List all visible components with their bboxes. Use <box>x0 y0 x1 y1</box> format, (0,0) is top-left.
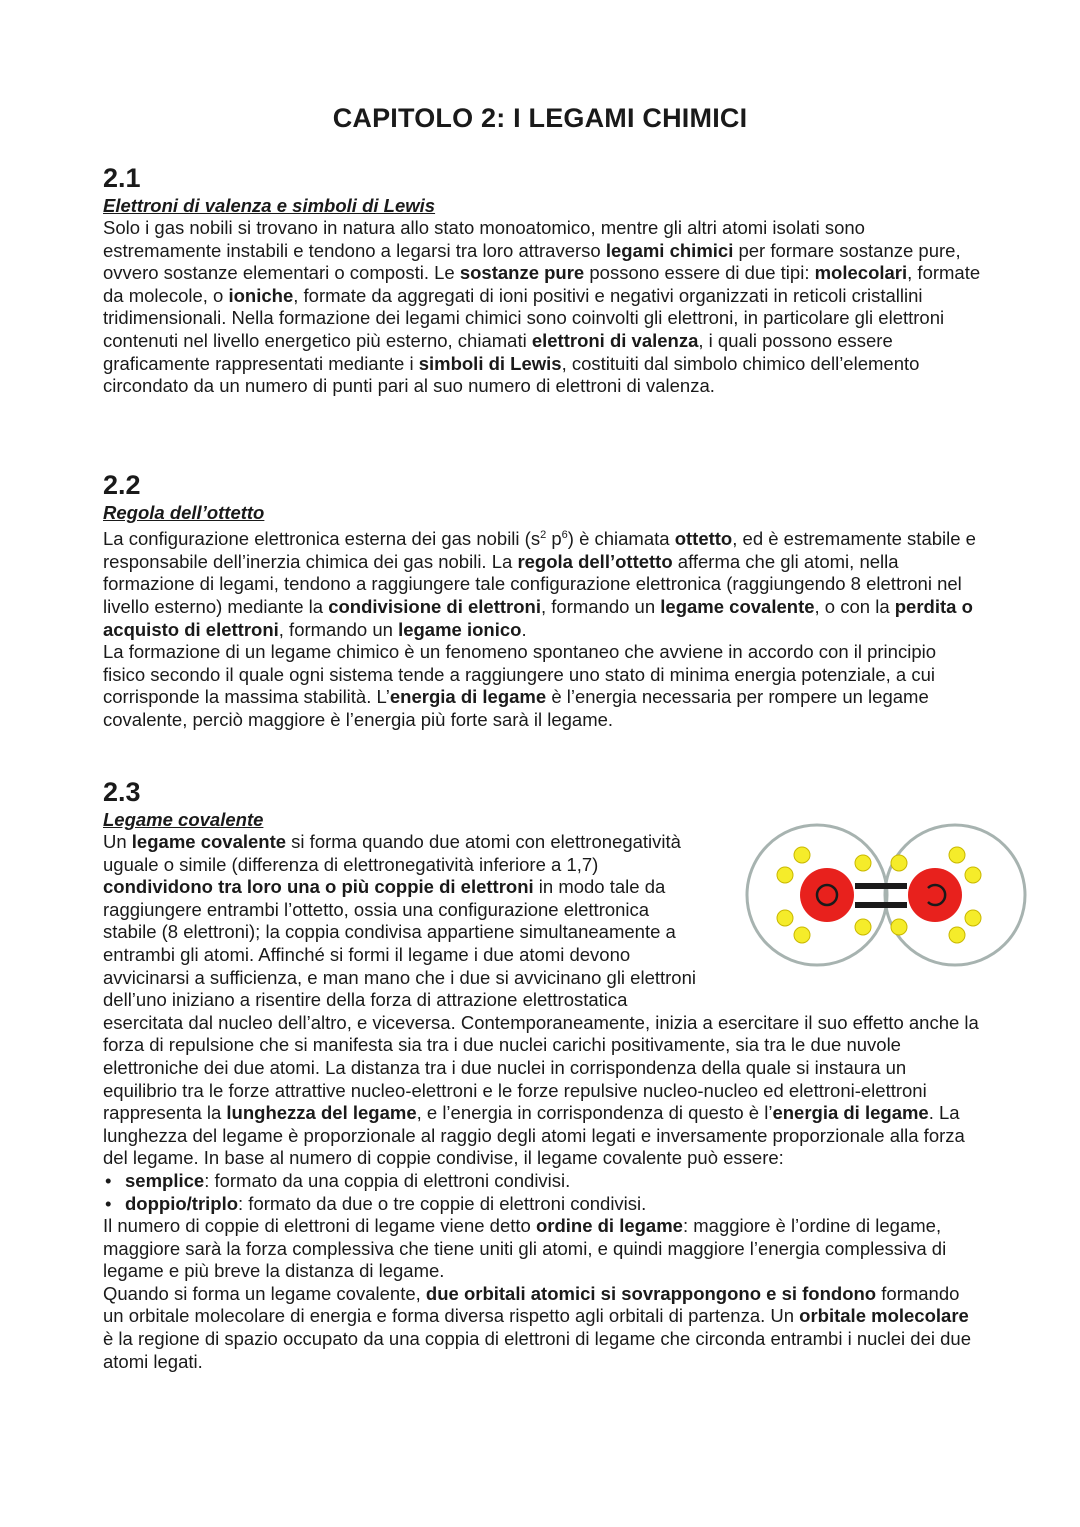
paragraph: Il numero di coppie di elettroni di legame viene detto ordine di legame: maggiore è l’ordine di legame, maggiore sarà la forza complessiva che tiene uniti gli atomi, e quindi maggiore l’energia complessiva di legame e più breve la distanza di legame. <box>103 1215 947 1282</box>
electron-dot <box>891 855 907 871</box>
electron-dot <box>949 927 965 943</box>
section-heading: Legame covalente <box>103 809 264 830</box>
paragraph: La configurazione elettronica esterna dei gas nobili ($s^2$ $p^6$) è chiamata ottetto, ed è estremamente stabile e responsabile dell’inerzia chimica dei gas nobili. La regola dell’ottetto afferma che gli atomi, nella formazione di legami, tendono a raggiungere tale configurazione elettronica (raggiungendo 8 elettroni nel livello esterno) mediante la condivisione di elettroni, formando un legame covalente, o con la perdita o acquisto di elettroni, formando un legame ionico. <box>103 528 976 640</box>
section-heading: Elettroni di valenza e simboli di Lewis <box>103 195 436 216</box>
electron-dot <box>965 910 981 926</box>
section-2-1 <box>103 163 983 398</box>
section-number: 2.3 <box>103 777 141 807</box>
paragraph: La formazione di un legame chimico è un fenomeno spontaneo che avviene in accordo con il principio fisico secondo il quale ogni sistema tende a raggiungere uno stato di minima energia potenziale, a cui corrisponde la massima stabilità. L’energia di legame è l’energia necessaria per rompere un legame covalente, perciò maggiore è l’energia più forte sarà il legame. <box>103 641 937 730</box>
electron-dot <box>777 910 793 926</box>
bond-type-list <box>103 1170 983 1215</box>
section-2-2 <box>103 470 983 732</box>
list-item: • doppio/triplo: formato da due o tre coppie di elettroni condivisi. <box>103 1193 983 1216</box>
paragraph: Solo i gas nobili si trovano in natura allo stato monoatomico, mentre gli altri atomi isolati sono estremamente instabili e tendono a legarsi tra loro attraverso legami chimici per formare sostanze pure, ovvero sostanze elementari o composti. Le sostanze pure possono essere di due tipi: molecolari, formate da molecole, o ioniche, formate da aggregati di ioni positivi e negativi organizzati in reticoli cristallini tridimensionali. Nella formazione dei legami chimici sono coinvolti gli elettroni, in particolare gli elettroni contenuti nel livello energetico più esterno, chiamati elettroni di valenza, i quali possono essere graficamente rappresentati mediante i simboli di Lewis, costituiti dal simbolo chimico dell’elemento circondato da un numero di punti pari al suo numero di elettroni di valenza. <box>103 217 981 397</box>
electron-dot <box>794 847 810 863</box>
bond-line-top <box>855 883 907 889</box>
section-heading: Regola dell’ottetto <box>103 502 265 523</box>
electron-dot <box>965 867 981 883</box>
atom-right-label: O <box>935 895 936 896</box>
paragraph: Un legame covalente si forma quando due atomi con elettronegatività uguale o simile (differenza di elettronegatività inferiore a 1,7) condividono tra loro una o più coppie di elettroni in modo tale da raggiungere entrambi l’ottetto, ossia una configurazione elettronica stabile (8 elettroni); la coppia condivisa appartiene simultaneamente a entrambi gli atomi. Affinché si formi il legame i due atomi devono avvicinarsi a sufficienza, e man mano che i due si avvicinano gli elettroni dell’uno iniziano a risentire della forza di attrazione elettrostatica esercitata dal nucleo dell’altro, e viceversa. Contemporaneamente, inizia a esercitare il suo effetto anche la forza di repulsione che si manifesta sia tra i due nuclei carichi positivamente, sia tra le due nuvole elettroniche dei due atomi. La distanza tra i due nuclei in corrispondenza della quale si instaura un equilibrio tra le forze attrattive nucleo-elettroni e le forze repulsive nucleo-nucleo ed elettroni-elettroni rappresenta la lunghezza del legame, e l’energia in corrispondenza di questo è l’energia di legame. La lunghezza del legame è proporzionale al raggio degli atomi legati e inversamente proporzionale alla forza del legame. In base al numero di coppie condivise, il legame covalente può essere: <box>103 831 979 1169</box>
electron-dot <box>855 855 871 871</box>
electron-dot <box>777 867 793 883</box>
list-item: • semplice: formato da una coppia di elettroni condivisi. <box>103 1170 983 1193</box>
paragraph: Quando si forma un legame covalente, due orbitali atomici si sovrappongono e si fondono formando un orbitale molecolare di energia e forma diversa rispetto agli orbitali di partenza. Un orbitale molecolare è la regione di spazio occupato da una coppia di elettroni di legame che circonda entrambi i nuclei dei due atomi legati. <box>103 1282 972 1372</box>
atom-left-label: O <box>827 895 828 896</box>
electron-dot <box>855 919 871 935</box>
page-title: CAPITOLO 2: I LEGAMI CHIMICI <box>332 103 748 133</box>
section-number: 2.2 <box>103 470 141 500</box>
bond-line-bottom <box>855 902 907 908</box>
electron-dot <box>794 927 810 943</box>
electron-dot <box>891 919 907 935</box>
electron-dot <box>949 847 965 863</box>
section-number: 2.1 <box>103 163 141 193</box>
oxygen-molecule-diagram <box>745 815 1027 975</box>
